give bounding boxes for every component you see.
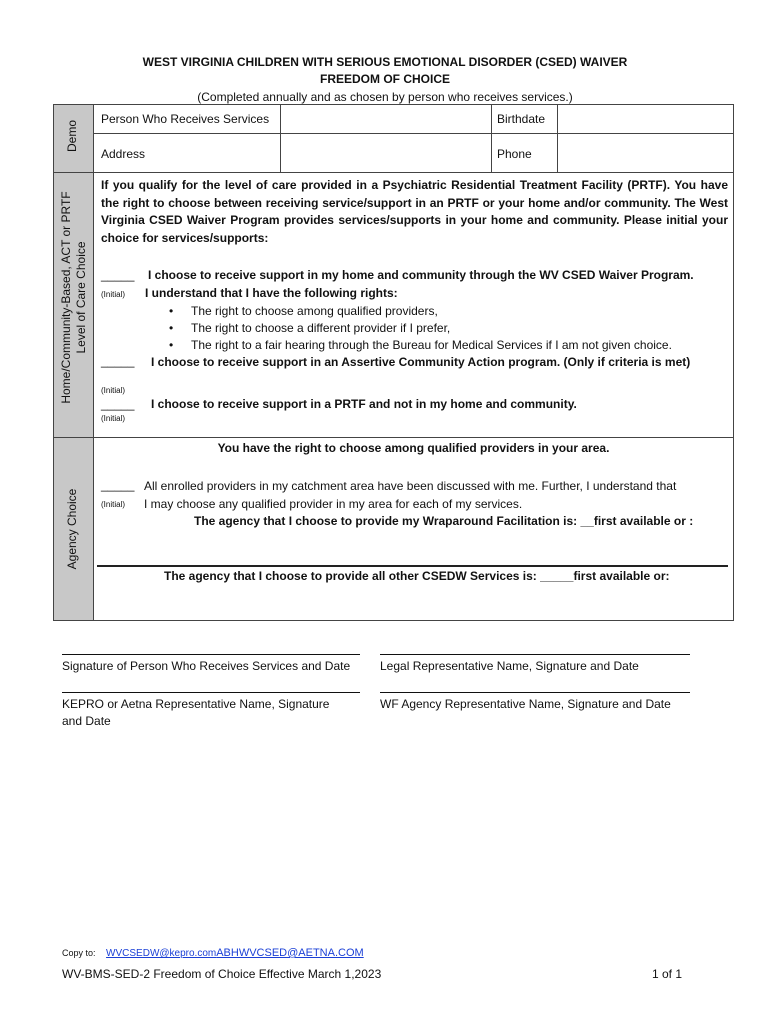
initial-blank-prtf[interactable]: _____ <box>101 397 135 411</box>
choice-waiver: I choose to receive support in my home and community through the WV CSED Waiver Program. <box>148 268 694 282</box>
form-subtitle-title: FREEDOM OF CHOICE <box>319 72 450 86</box>
sidebar-separator <box>54 437 93 438</box>
wraparound-choice: The agency that I choose to provide my Wraparound Facilitation is: __first available or : <box>194 514 694 528</box>
agency-heading: You have the right to choose among qualified providers in your area. <box>217 441 610 455</box>
cell-divider <box>280 104 281 173</box>
level-of-care-intro: If you qualify for the level of care provided in a Psychiatric Residential Treatment Facility (PRTF). You have the right to choose between receiving service/support in an PRTF or your home and/or community. The West Virginia CSED Waiver Program provides services/supports in your home and community. Please initial your choice for services/supports: <box>101 178 728 245</box>
initial-label: (Initial) <box>101 290 126 299</box>
email-link-kepro[interactable]: WVCSEDW@kepro.com <box>106 948 217 959</box>
signature-kepro-label: KEPRO or Aetna Representative Name, Signature and Date <box>62 697 330 728</box>
form-id: WV-BMS-SED-2 Freedom of Choice Effective March 1,2023 <box>62 967 382 981</box>
signature-line[interactable] <box>380 692 690 693</box>
cell-divider <box>557 104 558 173</box>
section-label-line: Home/Community-Based, ACT or PRTF <box>59 191 73 404</box>
initial-blank-waiver[interactable]: _____ <box>101 268 135 282</box>
copy-to <box>62 947 364 959</box>
list-item: • The right to choose among qualified providers, <box>169 303 729 320</box>
initial-blank-agency[interactable]: _____ <box>101 478 135 492</box>
birthdate-label: Birthdate <box>497 112 546 126</box>
choice-prtf: I choose to receive support in a PRTF and not in my home and community. <box>151 397 577 411</box>
initial-label: (Initial) <box>101 500 126 509</box>
cell-divider <box>491 104 492 173</box>
page-number: 1 of 1 <box>652 967 683 981</box>
section-label-level-of-care <box>59 175 89 420</box>
row-divider <box>93 133 734 134</box>
rights-heading: I understand that I have the following rights: <box>145 286 398 300</box>
section-label-demo: Demo <box>65 120 79 153</box>
phone-field[interactable] <box>560 135 732 171</box>
phone-label: Phone <box>497 147 532 161</box>
other-services-choice: The agency that I choose to provide all other CSEDW Services is: _____first available or: <box>164 569 670 583</box>
form-title: WEST VIRGINIA CHILDREN WITH SERIOUS EMOTIONAL DISORDER (CSED) WAIVER <box>142 55 628 69</box>
initial-label: (Initial) <box>101 414 126 423</box>
section-label-agency: Agency Choice <box>65 488 79 570</box>
person-field[interactable] <box>283 106 489 132</box>
sidebar-divider <box>93 104 94 621</box>
list-item: • The right to choose a different provider if I prefer, <box>169 320 729 337</box>
section-divider <box>93 437 734 438</box>
agency-write-line[interactable] <box>97 565 728 567</box>
signature-line[interactable] <box>62 692 360 693</box>
agency-text-line1: All enrolled providers in my catchment area have been discussed with me. Further, I understand that <box>144 479 677 493</box>
address-label: Address <box>101 147 146 161</box>
row-divider <box>93 172 734 173</box>
choice-act: I choose to receive support in an Assertive Community Action program. (Only if criteria is met) <box>151 355 691 369</box>
form-instructions: (Completed annually and as chosen by person who receives services.) <box>197 90 573 104</box>
list-item: • The right to a fair hearing through the Bureau for Medical Services if I am not given choice. <box>169 337 729 354</box>
signature-person-label: Signature of Person Who Receives Services and Date <box>62 659 351 673</box>
signature-line[interactable] <box>380 654 690 655</box>
copy-to-label: Copy to: <box>62 948 96 958</box>
birthdate-field[interactable] <box>560 106 732 132</box>
person-label: Person Who Receives Services <box>101 112 270 126</box>
agency-text-line2: I may choose any qualified provider in my area for each of my services. <box>144 497 523 511</box>
signature-wf-agency-label: WF Agency Representative Name, Signature and Date <box>380 697 671 711</box>
section-label-line: Level of Care Choice <box>74 241 88 354</box>
rights-list <box>169 303 729 354</box>
address-field[interactable] <box>283 135 489 171</box>
sidebar-separator <box>54 172 93 173</box>
signature-legal-rep-label: Legal Representative Name, Signature and Date <box>380 659 639 673</box>
initial-label: (Initial) <box>101 386 126 395</box>
signature-line[interactable] <box>62 654 360 655</box>
initial-blank-act[interactable]: _____ <box>101 354 135 368</box>
email-link-aetna[interactable]: ABHWVCSED@AETNA.COM <box>216 947 364 959</box>
